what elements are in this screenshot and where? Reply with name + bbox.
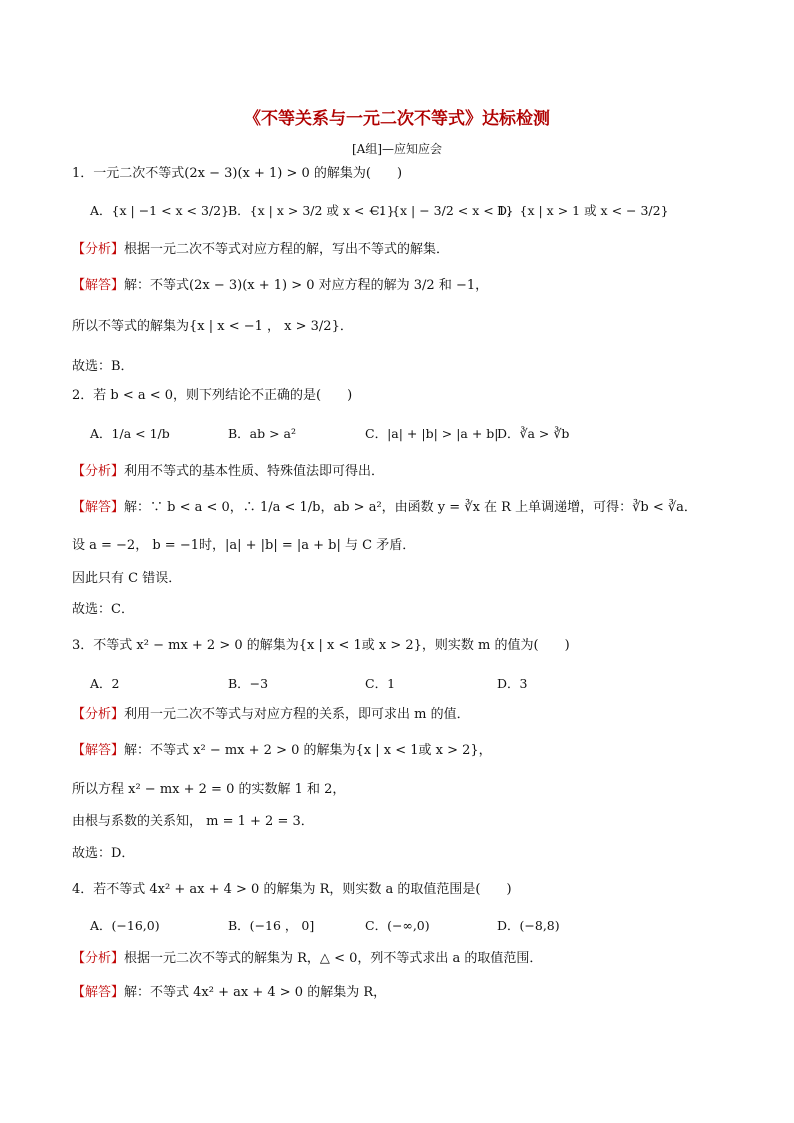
q3-choice: 故选：D． <box>72 846 135 861</box>
q1-stem: 1．一元二次不等式(2x − 3)(x + 1) > 0 的解集为( ) <box>72 166 403 181</box>
q2-option-d: D．∛a > ∛b <box>497 426 570 441</box>
q2-stem: 2．若 b < a < 0，则下列结论不正确的是( ) <box>72 388 353 403</box>
q3-analysis: 【分析】利用一元二次不等式与对应方程的关系，即可求出 m 的值． <box>72 707 470 722</box>
q4-option-c: C．(−∞,0) <box>365 918 430 933</box>
answer-tag: 【解答】 <box>72 278 125 293</box>
q1-option-b: B．{x | x > 3/2 或 x < −1} <box>228 203 395 218</box>
q3-option-c: C．1 <box>365 676 396 691</box>
q1-option-a: A．{x | −1 < x < 3/2} <box>90 203 230 218</box>
q2-choice: 故选：C． <box>72 602 134 617</box>
section-subtitle: [A组]—应知应会 <box>351 142 443 156</box>
q1-answer: 【解答】解：不等式(2x − 3)(x + 1) > 0 对应方程的解为 3/2 和 −1， <box>72 278 489 293</box>
q3-vieta: 由根与系数的关系知， m = 1 + 2 = 3． <box>72 814 314 829</box>
q2-answer: 【解答】解：∵ b < a < 0，∴ 1/a < 1/b，ab > a²，由函数 y = ∛x 在 R 上单调递增，可得：∛b < ∛a． <box>72 500 697 515</box>
page-title: 《不等关系与一元二次不等式》达标检测 <box>244 109 550 129</box>
q3-answer: 【解答】解：不等式 x² − mx + 2 > 0 的解集为{x | x < 1或 x > 2}， <box>72 743 492 758</box>
q4-option-d: D．(−8,8) <box>497 918 560 933</box>
q1-choice: 故选：B． <box>72 359 134 374</box>
q2-counterexample: 设 a = −2， b = −1时，|a| + |b| = |a + b| 与 C 矛盾． <box>72 538 416 553</box>
q4-stem: 4．若不等式 4x² + ax + 4 > 0 的解集为 R，则实数 a 的取值范围是( ) <box>72 882 512 897</box>
q2-option-c: C．|a| + |b| > |a + b| <box>365 426 499 441</box>
q3-option-d: D．3 <box>497 676 528 691</box>
q2-option-b: B．ab > a² <box>228 426 297 441</box>
q3-equation: 所以方程 x² − mx + 2 = 0 的实数解 1 和 2， <box>72 782 346 797</box>
q2-option-a: A．1/a < 1/b <box>90 426 170 441</box>
q3-option-b: B．−3 <box>228 676 269 691</box>
q4-option-a: A．(−16,0) <box>90 918 160 933</box>
analysis-tag: 【分析】 <box>72 242 125 257</box>
q4-option-b: B．(−16 ， 0] <box>228 918 315 933</box>
q2-conclusion: 因此只有 C 错误． <box>72 571 182 586</box>
q3-stem: 3．不等式 x² − mx + 2 > 0 的解集为{x | x < 1或 x > 2}，则实数 m 的值为( ) <box>72 638 570 653</box>
q3-option-a: A．2 <box>90 676 120 691</box>
q4-analysis: 【分析】根据一元二次不等式的解集为 R，△ < 0，列不等式求出 a 的取值范围． <box>72 951 543 966</box>
q1-option-c: C．{x | − 3/2 < x < 1} <box>370 203 514 218</box>
q4-answer: 【解答】解：不等式 4x² + ax + 4 > 0 的解集为 R， <box>72 985 387 1000</box>
q1-solution-set: 所以不等式的解集为{x | x < −1 ， x > 3/2}． <box>72 319 353 334</box>
q1-option-d: D．{x | x > 1 或 x < − 3/2} <box>497 203 669 218</box>
q1-analysis: 【分析】根据一元二次不等式对应方程的解，写出不等式的解集． <box>72 242 450 257</box>
q2-analysis: 【分析】利用不等式的基本性质、特殊值法即可得出． <box>72 464 385 479</box>
